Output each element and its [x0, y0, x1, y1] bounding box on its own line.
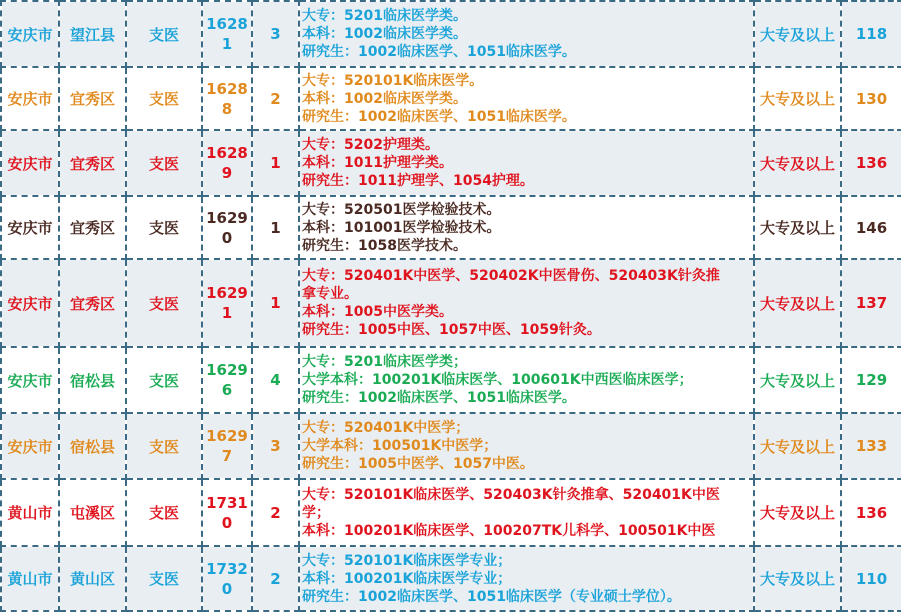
- table-row: [1, 67, 901, 130]
- position-code-top: 1629: [206, 361, 248, 379]
- type-cell: 支医: [126, 347, 202, 413]
- table-row: [1, 259, 901, 347]
- requirement-line: 本科：1011护理学类。: [302, 155, 453, 171]
- city-cell: 安庆市: [1, 196, 59, 259]
- count-cell: 1: [252, 130, 299, 196]
- education-cell: 大专及以上: [754, 1, 841, 67]
- score-cell: 118: [841, 1, 901, 67]
- score-cell: 146: [841, 196, 901, 259]
- position-code-bottom: 9: [221, 164, 233, 182]
- requirement-line: 大学本科：100501K中医学；: [302, 438, 498, 454]
- table-row: [1, 196, 901, 259]
- city-cell: 安庆市: [1, 347, 59, 413]
- requirement-line: 大专：520501医学检验技术。: [302, 201, 501, 218]
- requirement-line: 学；: [302, 504, 330, 521]
- type-cell: 支医: [126, 196, 202, 259]
- district-cell: 宜秀区: [59, 130, 126, 196]
- requirement-line: 研究生：1002临床医学、1051临床医学（专业硕士学位）。: [302, 588, 681, 605]
- position-code-top: 1628: [206, 15, 248, 33]
- position-code-cell: [202, 67, 252, 130]
- count-cell: 3: [252, 413, 299, 479]
- position-code-bottom: 7: [221, 447, 233, 465]
- requirement-line: 研究生：1058医学技术。: [302, 237, 467, 254]
- city-cell: 安庆市: [1, 1, 59, 67]
- requirement-line: 研究生：1011护理学、1054护理。: [302, 173, 534, 189]
- type-cell: 支医: [126, 546, 202, 611]
- city-cell: 黄山市: [1, 479, 59, 546]
- requirement-line: 本科：101001医学检验技术。: [302, 219, 501, 236]
- table-row: [1, 347, 901, 413]
- score-cell: 137: [841, 259, 901, 347]
- education-cell: 大专及以上: [754, 130, 841, 196]
- requirements-cell: [299, 347, 754, 413]
- district-cell: 黄山区: [59, 546, 126, 611]
- district-cell: 望江县: [59, 1, 126, 67]
- education-cell: 大专及以上: [754, 479, 841, 546]
- requirements-cell: [299, 130, 754, 196]
- position-code-top: 1629: [206, 284, 248, 302]
- position-code-cell: [202, 196, 252, 259]
- requirement-line: 大学本科：100201K临床医学、100601K中西医临床医学；: [302, 372, 693, 388]
- city-cell: 安庆市: [1, 67, 59, 130]
- district-cell: 宿松县: [59, 347, 126, 413]
- requirements-cell: [299, 259, 754, 347]
- city-cell: 安庆市: [1, 413, 59, 479]
- count-cell: 4: [252, 347, 299, 413]
- type-cell: 支医: [126, 67, 202, 130]
- position-code-top: 1629: [206, 427, 248, 445]
- position-code-top: 1628: [206, 144, 248, 162]
- score-cell: 133: [841, 413, 901, 479]
- position-code-cell: [202, 347, 252, 413]
- score-cell: 110: [841, 546, 901, 611]
- table-body: [1, 1, 901, 611]
- education-cell: 大专及以上: [754, 413, 841, 479]
- education-cell: 大专及以上: [754, 347, 841, 413]
- table-row: [1, 479, 901, 546]
- requirement-line: 本科：100201K临床医学专业；: [302, 570, 512, 587]
- city-cell: 黄山市: [1, 546, 59, 611]
- requirements-cell: [299, 196, 754, 259]
- requirement-line: 大专：520401K中医学、520402K中医骨伤、520403K针灸推: [302, 268, 720, 284]
- position-code-top: 1629: [206, 208, 248, 227]
- district-cell: 宿松县: [59, 413, 126, 479]
- requirement-line: 大专：520101K临床医学专业；: [302, 552, 512, 569]
- city-cell: 安庆市: [1, 130, 59, 196]
- table-row: [1, 130, 901, 196]
- position-code-bottom: 8: [221, 99, 233, 118]
- requirement-line: 本科：1002临床医学类。: [302, 26, 467, 42]
- requirement-line: 研究生：1002临床医学、1051临床医学。: [302, 108, 576, 125]
- score-cell: 136: [841, 130, 901, 196]
- district-cell: 屯溪区: [59, 479, 126, 546]
- district-cell: 宜秀区: [59, 196, 126, 259]
- score-cell: 136: [841, 479, 901, 546]
- requirement-line: 大专：5201临床医学类。: [302, 8, 467, 24]
- score-cell: 130: [841, 67, 901, 130]
- position-code-cell: [202, 479, 252, 546]
- requirement-line: 大专：520101K临床医学。: [302, 72, 484, 89]
- requirement-line: 大专：520401K中医学；: [302, 420, 470, 436]
- district-cell: 宜秀区: [59, 259, 126, 347]
- requirements-cell: [299, 67, 754, 130]
- requirement-line: 大专：5202护理类。: [302, 137, 439, 153]
- position-code-cell: [202, 259, 252, 347]
- position-code-bottom: 0: [221, 228, 233, 247]
- position-code-top: 1732: [206, 559, 248, 578]
- city-cell: 安庆市: [1, 259, 59, 347]
- position-code-cell: [202, 130, 252, 196]
- education-cell: 大专及以上: [754, 546, 841, 611]
- requirement-line: 研究生：1002临床医学、1051临床医学。: [302, 390, 576, 406]
- count-cell: 1: [252, 196, 299, 259]
- type-cell: 支医: [126, 413, 202, 479]
- score-cell: 129: [841, 347, 901, 413]
- requirement-line: 本科：1005中医学类。: [302, 304, 453, 320]
- requirements-cell: [299, 479, 754, 546]
- position-code-cell: [202, 1, 252, 67]
- education-cell: 大专及以上: [754, 259, 841, 347]
- table-row: [1, 546, 901, 611]
- position-code-top: 1731: [206, 493, 248, 512]
- table-row: [1, 413, 901, 479]
- requirement-line: 本科：100201K临床医学、100207TK儿科学、100501K中医: [302, 522, 716, 539]
- count-cell: 2: [252, 67, 299, 130]
- position-code-bottom: 1: [221, 35, 233, 53]
- requirements-cell: [299, 413, 754, 479]
- requirement-line: 拿专业。: [302, 286, 358, 302]
- requirements-cell: [299, 1, 754, 67]
- requirement-line: 研究生：1005中医、1057中医、1059针灸。: [302, 322, 601, 338]
- count-cell: 1: [252, 259, 299, 347]
- district-cell: 宜秀区: [59, 67, 126, 130]
- type-cell: 支医: [126, 130, 202, 196]
- count-cell: 2: [252, 479, 299, 546]
- requirement-line: 研究生：1005中医学、1057中医。: [302, 456, 534, 472]
- requirement-line: 研究生：1002临床医学、1051临床医学。: [302, 44, 576, 60]
- requirement-line: 本科：1002临床医学类。: [302, 90, 467, 107]
- position-code-bottom: 1: [221, 304, 233, 322]
- education-cell: 大专及以上: [754, 196, 841, 259]
- count-cell: 3: [252, 1, 299, 67]
- requirements-cell: [299, 546, 754, 611]
- position-code-bottom: 0: [221, 579, 233, 598]
- position-code-bottom: 0: [221, 513, 233, 532]
- requirement-line: 大专：5201临床医学类；: [302, 354, 467, 370]
- position-code-bottom: 6: [221, 381, 233, 399]
- type-cell: 支医: [126, 259, 202, 347]
- requirement-line: 大专：520101K临床医学、520403K针灸推拿、520401K中医: [302, 486, 720, 503]
- education-cell: 大专及以上: [754, 67, 841, 130]
- position-code-cell: [202, 546, 252, 611]
- position-code-cell: [202, 413, 252, 479]
- position-code-top: 1628: [206, 79, 248, 98]
- table-row: [1, 1, 901, 67]
- count-cell: 2: [252, 546, 299, 611]
- type-cell: 支医: [126, 1, 202, 67]
- type-cell: 支医: [126, 479, 202, 546]
